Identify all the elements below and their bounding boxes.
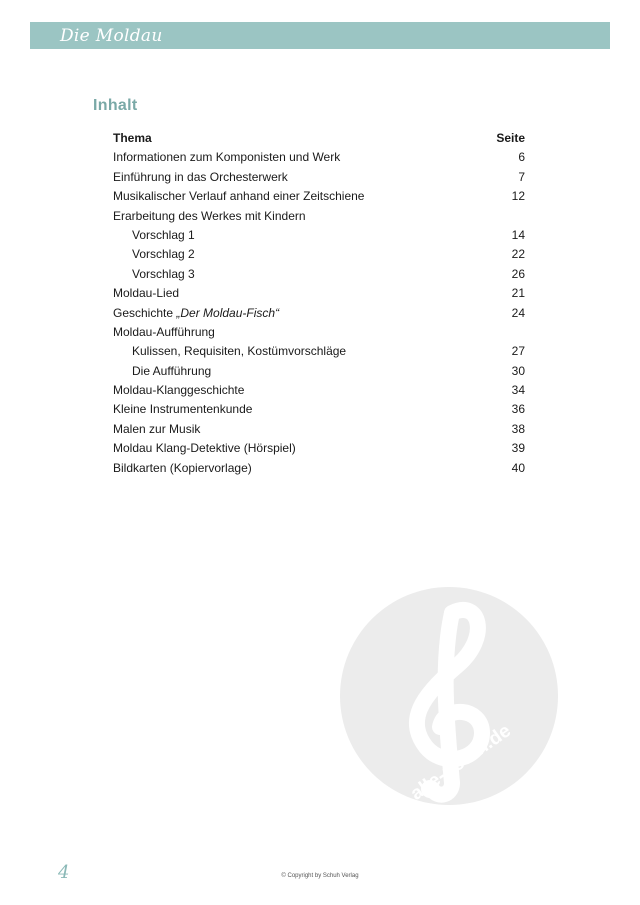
toc-subrow — [113, 226, 525, 245]
toc-row-page: 36 — [511, 402, 525, 417]
toc-row-label: Moldau-Klanggeschichte — [113, 383, 245, 398]
toc-row-label: Moldau-Aufführung — [113, 324, 215, 339]
table-of-contents — [113, 129, 525, 478]
toc-column-topic: Thema — [113, 131, 152, 145]
toc-row-label: Moldau-Lied — [113, 286, 180, 301]
toc-row-label: Einführung in das Orchesterwerk — [113, 169, 288, 184]
toc-row-label: Kulissen, Requisiten, Kostümvorschläge — [132, 344, 347, 359]
toc-row-label: Bildkarten (Kopiervorlage) — [113, 460, 252, 475]
toc-subrow — [113, 342, 525, 361]
toc-row — [113, 323, 525, 342]
toc-row-label: Malen zur Musik — [113, 421, 201, 436]
watermark-text: alle-noten.de — [406, 720, 515, 805]
toc-row — [113, 284, 525, 303]
watermark — [340, 587, 558, 805]
toc-row-page: 27 — [511, 344, 525, 359]
copyright-notice: © Copyright by Schuh Verlag — [281, 873, 359, 879]
toc-row — [113, 420, 525, 439]
toc-subrow — [113, 362, 525, 381]
toc-row-label: Vorschlag 1 — [132, 227, 195, 242]
toc-row-label-emphasis: „Der Moldau-Fisch“ — [176, 305, 280, 320]
toc-row-label: Moldau Klang-Detektive (Hörspiel) — [113, 441, 296, 456]
toc-row — [113, 207, 525, 226]
section-heading: Inhalt — [93, 97, 138, 114]
toc-row-page: 24 — [511, 305, 525, 320]
header-title: Die Moldau — [60, 26, 163, 46]
toc-row-page: 26 — [511, 266, 525, 281]
toc-row — [113, 439, 525, 458]
toc-row-page: 39 — [511, 441, 525, 456]
toc-row-label-prefix: Geschichte — [113, 305, 177, 320]
toc-row-label: Vorschlag 2 — [132, 247, 195, 262]
toc-row-label: Kleine Instrumentenkunde — [113, 402, 253, 417]
toc-row-page: 34 — [511, 383, 525, 398]
toc-row-page: 21 — [511, 286, 525, 301]
toc-row-page: 7 — [518, 169, 525, 184]
toc-row — [113, 187, 525, 206]
toc-subrow — [113, 265, 525, 284]
toc-row-page: 14 — [511, 227, 525, 242]
toc-row — [113, 381, 525, 400]
toc-row — [113, 168, 525, 187]
toc-subrow — [113, 245, 525, 264]
toc-row — [113, 400, 525, 419]
toc-row-page: 22 — [511, 247, 525, 262]
toc-row — [113, 459, 525, 478]
toc-row-page: 12 — [511, 189, 525, 204]
toc-row — [113, 148, 525, 167]
toc-row-label: Die Aufführung — [132, 363, 212, 378]
toc-row-label: Erarbeitung des Werkes mit Kindern — [113, 208, 306, 223]
page-number: 4 — [58, 862, 70, 883]
toc-header-row — [113, 129, 525, 148]
toc-row-page: 6 — [518, 150, 525, 165]
toc-row-label — [113, 304, 279, 323]
toc-row-label: Musikalischer Verlauf anhand einer Zeitschiene — [113, 189, 365, 204]
toc-row-page: 30 — [511, 363, 525, 378]
toc-row-page: 40 — [511, 460, 525, 475]
header-bar — [30, 22, 610, 49]
toc-row-label: Informationen zum Komponisten und Werk — [113, 150, 341, 165]
toc-row-page: 38 — [511, 421, 525, 436]
toc-row — [113, 304, 525, 323]
toc-column-page: Seite — [496, 131, 525, 145]
toc-row-label: Vorschlag 3 — [132, 266, 195, 281]
